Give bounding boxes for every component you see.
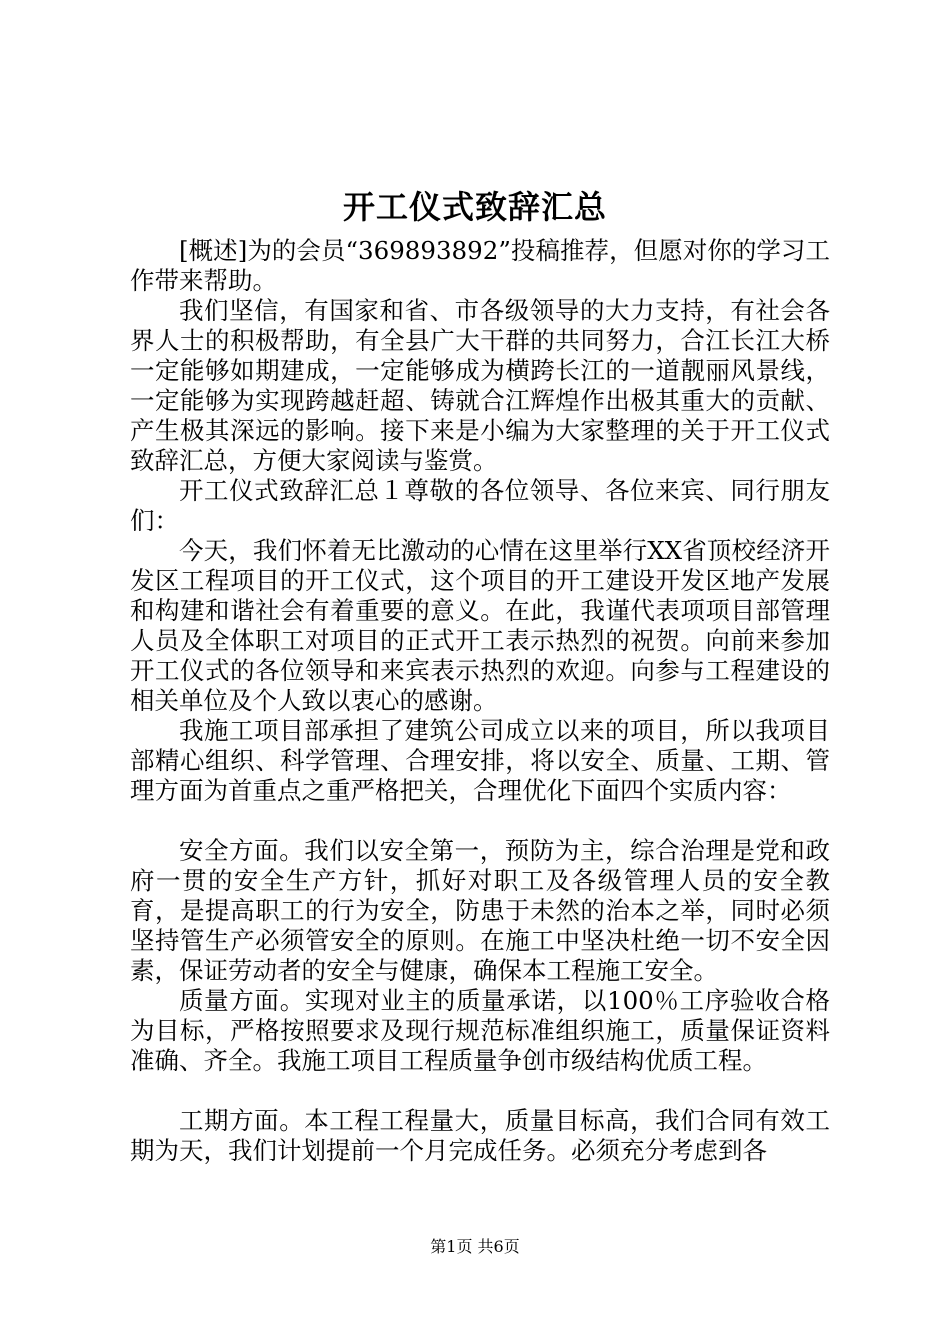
paragraph-schedule: 工期方面。本工程工程量大，质量目标高，我们合同有效工期为天，我们计划提前一个月完成任务。必须充分考虑到各 <box>130 1106 830 1165</box>
document-body <box>130 236 830 1166</box>
paragraph-project-department: 我施工项目部承担了建筑公司成立以来的项目，所以我项目部精心组织、科学管理、合理安排，将以安全、质量、工期、管理方面为首重点之重严格把关，合理优化下面四个实质内容： <box>130 716 830 805</box>
page-title: 开工仪式致辞汇总 <box>342 188 607 226</box>
paragraph-summary: [概述]为的会员“369893892”投稿推荐，但愿对你的学习工作带来帮助。 <box>130 236 830 295</box>
paragraph-spacer <box>130 806 830 836</box>
paragraph-spacer <box>130 1076 830 1106</box>
paragraph-intro: 我们坚信，有国家和省、市各级领导的大力支持，有社会各界人士的积极帮助，有全县广大干群的共同努力，合江长江大桥一定能够如期建成，一定能够成为横跨长江的一道靓丽风景线，一定能够为实现跨越赶超、铸就合江辉煌作出极其重大的贡献、产生极其深远的影响。接下来是小编为大家整理的关于开工仪式致辞汇总，方便大家阅读与鉴赏。 <box>130 296 830 475</box>
paragraph-safety: 安全方面。我们以安全第一，预防为主，综合治理是党和政府一贯的安全生产方针，抓好对职工及各级管理人员的安全教育，是提高职工的行为安全，防患于未然的治本之举，同时必须坚持管生产必须管安全的原则。在施工中坚决杜绝一切不安全因素，保证劳动者的安全与健康，确保本工程施工安全。 <box>130 836 830 985</box>
page-footer: 第1页 共6页 <box>430 1237 520 1256</box>
paragraph-greeting: 开工仪式致辞汇总１尊敬的各位领导、各位来宾、同行朋友们： <box>130 476 830 535</box>
paragraph-quality: 质量方面。实现对业主的质量承诺，以100％工序验收合格为目标，严格按照要求及现行规范标准组织施工，质量保证资料准确、齐全。我施工项目工程质量争创市级结构优质工程。 <box>130 986 830 1075</box>
paragraph-opening: 今天，我们怀着无比激动的心情在这里举行XX省顶校经济开发区工程项目的开工仪式，这个项目的开工建设开发区地产发展和构建和谐社会有着重要的意义。在此，我谨代表项项目部管理人员及全体职工对项目的正式开工表示热烈的祝贺。向前来参加开工仪式的各位领导和来宾表示热烈的欢迎。向参与工程建设的相关单位及个人致以衷心的感谢。 <box>130 536 830 715</box>
